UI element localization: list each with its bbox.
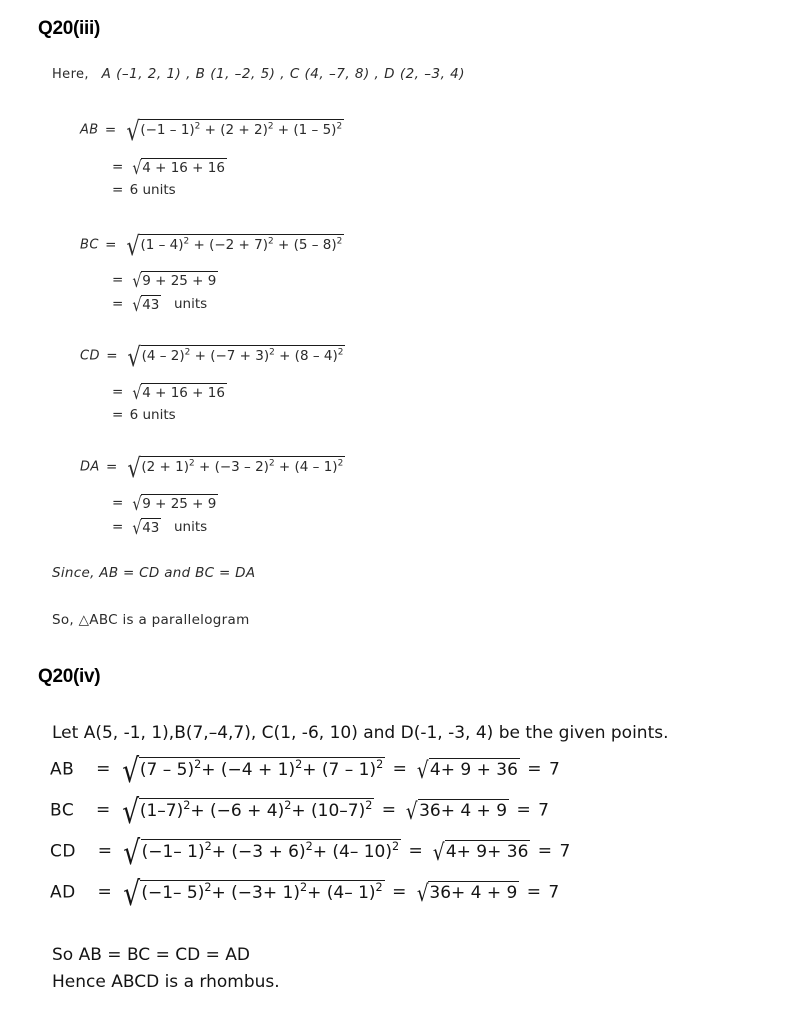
equation-bc-result-q20iii xyxy=(110,294,208,316)
equation-label-ab: AB xyxy=(80,122,99,138)
result-value-bc: 7 xyxy=(538,800,549,821)
equation-bc-line1-q20iii xyxy=(80,231,344,262)
radical-icon: √ xyxy=(433,839,445,866)
equation-da-line2-q20iii xyxy=(110,493,218,515)
radicand-sum-ab: 4+ 9 + 36 xyxy=(429,760,518,781)
radical-icon: √ xyxy=(131,517,142,539)
equation-row-bc-q20iv xyxy=(50,792,549,832)
radical-icon: √ xyxy=(127,342,141,373)
equals-sign: = xyxy=(97,841,113,862)
equals-sign: = xyxy=(112,296,124,312)
sqrt-expression-ab xyxy=(123,116,345,147)
equation-label-da: DA xyxy=(80,459,100,475)
result-value-ab: 7 xyxy=(548,759,560,780)
radicand-sum-bc: 36+ 4 + 9 xyxy=(419,801,508,822)
equals-sign: = xyxy=(112,182,124,198)
radicand-bc: $(1 - 4)^2 + (-2 + 7)^2 + (5 - 8)^2$ xyxy=(139,234,344,253)
equation-cd-line1-q20iii xyxy=(80,342,345,373)
radical-icon: √ xyxy=(131,493,142,515)
radical-icon: √ xyxy=(125,116,140,147)
given-points-line-q20iii xyxy=(52,66,465,82)
equation-row-ab-q20iv xyxy=(50,751,560,791)
sqrt-expression-da xyxy=(124,453,346,484)
equation-row-ad-q20iv xyxy=(50,874,560,914)
equation-cd-result-q20iii xyxy=(110,407,176,423)
equals-sign: = xyxy=(105,236,117,253)
section-heading-q20iv: Q20(iv) xyxy=(38,666,101,687)
sqrt-expression-cd xyxy=(124,342,346,373)
radical-icon: √ xyxy=(123,874,141,914)
radicand-cd: $(4 - 2)^2 + (-7 + 3)^2 + (8 - 4)^2$ xyxy=(141,345,346,364)
equals-sign: = xyxy=(527,759,542,780)
section-heading-q20iii: Q20(iii) xyxy=(38,18,101,39)
sqrt-sum-bc xyxy=(403,798,509,825)
equals-sign: = xyxy=(96,800,111,821)
equation-label-bc: BC xyxy=(50,800,75,821)
equation-ab-line2-q20iii xyxy=(110,157,227,179)
result-radicand-bc: 43 xyxy=(142,297,160,313)
equals-sign: = xyxy=(112,159,124,175)
radical-icon: √ xyxy=(131,157,142,179)
radicand-da: $(2 + 1)^2 + (-3 - 2)^2 + (4 - 1)^2$ xyxy=(140,456,345,475)
radical-icon: √ xyxy=(121,751,139,791)
intro-line-q20iv: Let A(5, -1, 1),B(7,–4,7), C(1, -6, 10) and D(-1, -3, 4) be the given points. xyxy=(52,723,669,743)
conclusion-since-q20iii: Since, AB = CD and BC = DA xyxy=(52,565,256,581)
sqrt-expression-ab xyxy=(118,751,385,791)
result-value-cd: 6 units xyxy=(129,407,176,423)
equation-label-bc: BC xyxy=(80,237,99,253)
equation-da-line1-q20iii xyxy=(80,453,345,484)
radical-icon: √ xyxy=(131,382,142,404)
radical-icon: √ xyxy=(131,294,142,316)
equals-sign: = xyxy=(381,800,397,821)
equation-ab-line1-q20iii xyxy=(80,116,344,147)
sqrt-sum-ad xyxy=(414,880,520,907)
equals-sign: = xyxy=(516,800,531,821)
equation-label-ad: AD xyxy=(50,882,76,903)
radical-icon: √ xyxy=(126,231,140,262)
equation-bc-line2-q20iii xyxy=(110,270,218,292)
sqrt-expression-cd xyxy=(119,833,401,873)
equals-sign: = xyxy=(97,882,112,903)
radical-icon: √ xyxy=(121,792,139,832)
equation-ab-result-q20iii xyxy=(110,182,176,198)
equals-sign: = xyxy=(537,841,553,862)
sqrt-sum-ab xyxy=(414,757,520,784)
radicand-sum-da: 9 + 25 + 9 xyxy=(142,496,217,512)
radicand-sum-bc: 9 + 25 + 9 xyxy=(142,273,217,289)
sqrt-expression-bc xyxy=(118,792,375,832)
radicand-ab: $(-1 - 1)^2 + (2 + 2)^2 + (1 - 5)^2$ xyxy=(139,119,344,138)
equals-sign: = xyxy=(392,759,407,780)
sqrt-result-bc xyxy=(130,294,162,316)
equals-sign: = xyxy=(112,519,124,535)
conclusion-line1-q20iv: So AB = BC = CD = AD xyxy=(52,945,250,965)
given-points-values: A (–1, 2, 1) , B (1, –2, 5) , C (4, –7, 8) , D (2, –3, 4) xyxy=(101,66,466,82)
sqrt-result-da xyxy=(130,517,162,539)
equation-label-ab: AB xyxy=(50,759,75,780)
result-value-ab: 6 units xyxy=(129,182,176,198)
conclusion-line2-q20iv: Hence ABCD is a rhombus. xyxy=(52,972,280,992)
radicand-sum-ab: 4 + 16 + 16 xyxy=(142,160,225,176)
equation-label-cd: CD xyxy=(50,841,76,862)
equals-sign: = xyxy=(106,347,118,364)
given-label: Here, xyxy=(52,67,89,82)
radical-icon: √ xyxy=(406,798,419,825)
radicand-cd: (−1– $1)^2+ (-3 + 6)^2+ (4-$ 10)$^2$ xyxy=(141,840,400,862)
equals-sign: = xyxy=(408,841,423,862)
equation-da-result-q20iii xyxy=(110,517,208,539)
sqrt-sum-da xyxy=(130,493,219,515)
radical-icon: √ xyxy=(417,757,429,784)
radical-icon: √ xyxy=(416,880,429,907)
sqrt-expression-ad xyxy=(119,874,384,914)
result-unit-da: units xyxy=(174,519,208,535)
radicand-sum-ad: 36+ 4 + 9 xyxy=(429,883,518,904)
equals-sign: = xyxy=(392,882,407,903)
conclusion-so-q20iii: So, △ABC is a parallelogram xyxy=(52,612,250,628)
equals-sign: = xyxy=(112,407,124,423)
radical-icon: √ xyxy=(123,833,141,873)
radicand-sum-cd: 4 + 16 + 16 xyxy=(142,385,225,401)
equals-sign: = xyxy=(526,882,541,903)
sqrt-sum-cd xyxy=(430,839,530,866)
result-value-ad: 7 xyxy=(548,882,560,903)
radicand-ad: (−1– $5)^2+ (-3+ 1)^2+ (4-$ 1)$^2$ xyxy=(141,881,383,903)
sqrt-sum-ab xyxy=(130,157,227,179)
equals-sign: = xyxy=(104,121,117,138)
equals-sign: = xyxy=(112,272,124,288)
result-unit-bc: units xyxy=(174,296,208,312)
radical-icon: √ xyxy=(126,453,141,484)
equals-sign: = xyxy=(112,384,124,400)
result-value-cd: 7 xyxy=(559,841,571,862)
equation-cd-line2-q20iii xyxy=(110,382,227,404)
equation-label-cd: CD xyxy=(80,348,100,364)
equals-sign: = xyxy=(96,759,111,780)
sqrt-sum-bc xyxy=(130,270,219,292)
radical-icon: √ xyxy=(131,270,142,292)
equals-sign: = xyxy=(106,458,118,475)
sqrt-expression-bc xyxy=(123,231,345,262)
result-radicand-da: 43 xyxy=(142,520,160,536)
radicand-bc: $(1-7)^2+ (-6 + 4)^2+ (10-7)^2$ xyxy=(139,799,373,821)
equation-row-cd-q20iv xyxy=(50,833,571,873)
sqrt-sum-cd xyxy=(130,382,227,404)
radicand-ab: $(7 - 5)^2+ (-4 + 1)^2+ (7 - 1)^2$ xyxy=(139,758,384,780)
equals-sign: = xyxy=(112,495,124,511)
radicand-sum-cd: 4+ 9+ 36 xyxy=(445,842,529,863)
